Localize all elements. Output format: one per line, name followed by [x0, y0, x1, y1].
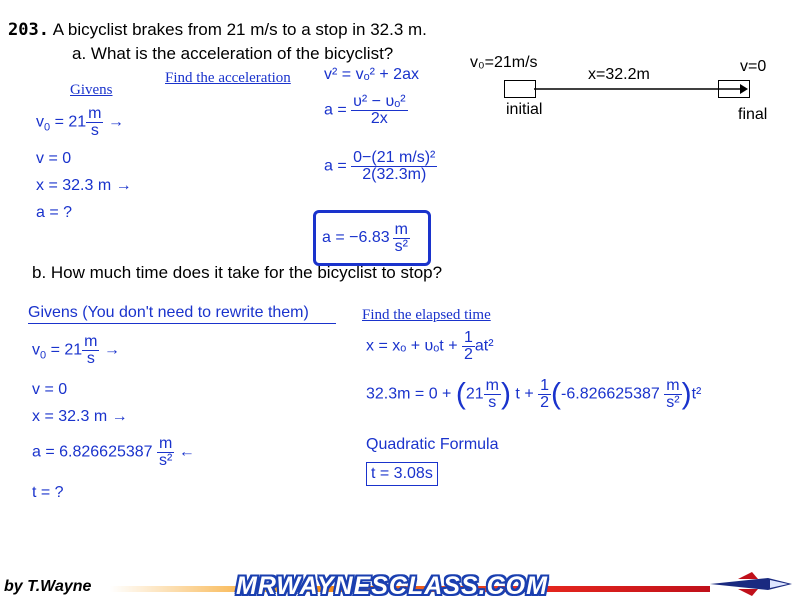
- v0-unit: $\frac{m}{s}$: [88, 105, 102, 139]
- a-value: a = 6.826625387: [32, 443, 153, 461]
- part-b-result: t = 3.08s: [366, 462, 438, 486]
- eq1-lhs: x = xₒ + υₒt +: [366, 337, 458, 355]
- displacement-arrow: [534, 80, 749, 100]
- result-unit: $\frac{m}{\text{s²}}$: [394, 220, 408, 255]
- part-b-given-t: t = ?: [32, 484, 64, 501]
- eq3-fraction: $\frac{\text{0−(21 m/s)²}}{2(32.3m)}$: [353, 149, 436, 183]
- a-unit: $\frac{m}{\text{s²}}$: [159, 435, 173, 469]
- diagram-v0-label: v₀=21m/s: [470, 54, 538, 71]
- part-a-eq3: [324, 150, 437, 183]
- diagram-v-label: v=0: [740, 58, 767, 75]
- part-a-eq1: v² = vₒ² + 2ax: [324, 66, 419, 83]
- part-a-question: a. What is the acceleration of the bicyclist?: [72, 44, 394, 63]
- part-b-given-v: v = 0: [32, 381, 68, 398]
- v0-value: = 21: [50, 113, 87, 131]
- part-a-find-heading: Find the acceleration: [165, 70, 291, 86]
- part-a-result-box: [313, 210, 431, 266]
- part-a-given-v: v = 0: [36, 150, 72, 167]
- result-value: a = −6.83: [322, 229, 390, 246]
- part-a-given-a: a = ?: [36, 204, 73, 221]
- eq3-lhs: a =: [324, 157, 347, 175]
- final-box: [718, 80, 750, 98]
- v0-symbol: v: [36, 113, 44, 131]
- eq2-velocity-unit: $\frac{m}{s}$: [485, 377, 499, 411]
- site-logo: MRWAYNESCLASS.COM: [236, 572, 548, 600]
- eq2-lhs: 32.3m = 0 +: [366, 385, 452, 403]
- v0-subscript: 0: [44, 121, 51, 134]
- v0-value: = 21: [46, 341, 83, 359]
- problem-header: [8, 20, 427, 40]
- diagram-initial-label: initial: [506, 101, 543, 118]
- eq2-lhs: a =: [324, 101, 347, 119]
- eq2-velocity: 21: [465, 385, 484, 403]
- eq2-t: t +: [515, 385, 534, 403]
- problem-number: 203.: [8, 20, 49, 40]
- v0-unit: $\frac{m}{s}$: [84, 333, 98, 367]
- diagram-final-label: final: [738, 106, 768, 123]
- arrow-left-icon: ←: [178, 443, 195, 461]
- eq1-rhs: at²: [474, 337, 494, 355]
- arrow-right-icon: →: [107, 113, 124, 131]
- part-b-eq1: [366, 330, 494, 363]
- part-a-eq2: [324, 94, 408, 127]
- diagram-x-label: x=32.2m: [588, 66, 650, 83]
- eq2-fraction: $\frac{\text{υ² − υₒ²}}{2x}$: [353, 93, 406, 127]
- rocket-icon: [708, 570, 796, 598]
- part-b-given-v0: [32, 334, 120, 367]
- half-fraction: $\frac{1}{2}$: [463, 329, 473, 363]
- author-credit: by T.Wayne: [4, 578, 92, 595]
- arrow-right-icon: →: [103, 341, 120, 359]
- eq2-acceleration-unit: $\frac{m}{\text{s²}}$: [666, 377, 680, 411]
- v0-subscript: 0: [40, 349, 47, 362]
- problem-statement: A bicyclist brakes from 21 m/s to a stop in 32.3 m.: [52, 20, 427, 39]
- v0-symbol: v: [32, 341, 40, 359]
- initial-box: [504, 80, 536, 98]
- part-a-givens-heading: Givens: [70, 82, 113, 98]
- part-b-question: b. How much time does it take for the bicyclist to stop?: [32, 263, 443, 282]
- part-a-given-v0: [36, 106, 124, 139]
- eq2-half: $\frac{1}{2}$: [540, 377, 550, 411]
- part-b-given-x: x = 32.3 m →: [32, 408, 128, 425]
- part-b-givens-divider: [28, 323, 336, 324]
- part-b-find-heading: Find the elapsed time: [362, 307, 491, 323]
- part-b-eq2: 32.3m = 0 + (21 $\frac{m}{s}$ ) t + $\frac{1}{2}$ (-6.826625387 $\frac{m}{\text{s²}}$ )t²: [366, 377, 702, 411]
- quadratic-formula-label: Quadratic Formula: [366, 436, 499, 453]
- eq2-acceleration: -6.826625387: [561, 385, 660, 403]
- eq2-t-squared: t²: [691, 385, 702, 403]
- part-b-givens-heading: Givens (You don't need to rewrite them): [28, 304, 309, 321]
- part-a-given-x: x = 32.3 m →: [36, 177, 132, 194]
- part-b-given-a: [32, 436, 195, 469]
